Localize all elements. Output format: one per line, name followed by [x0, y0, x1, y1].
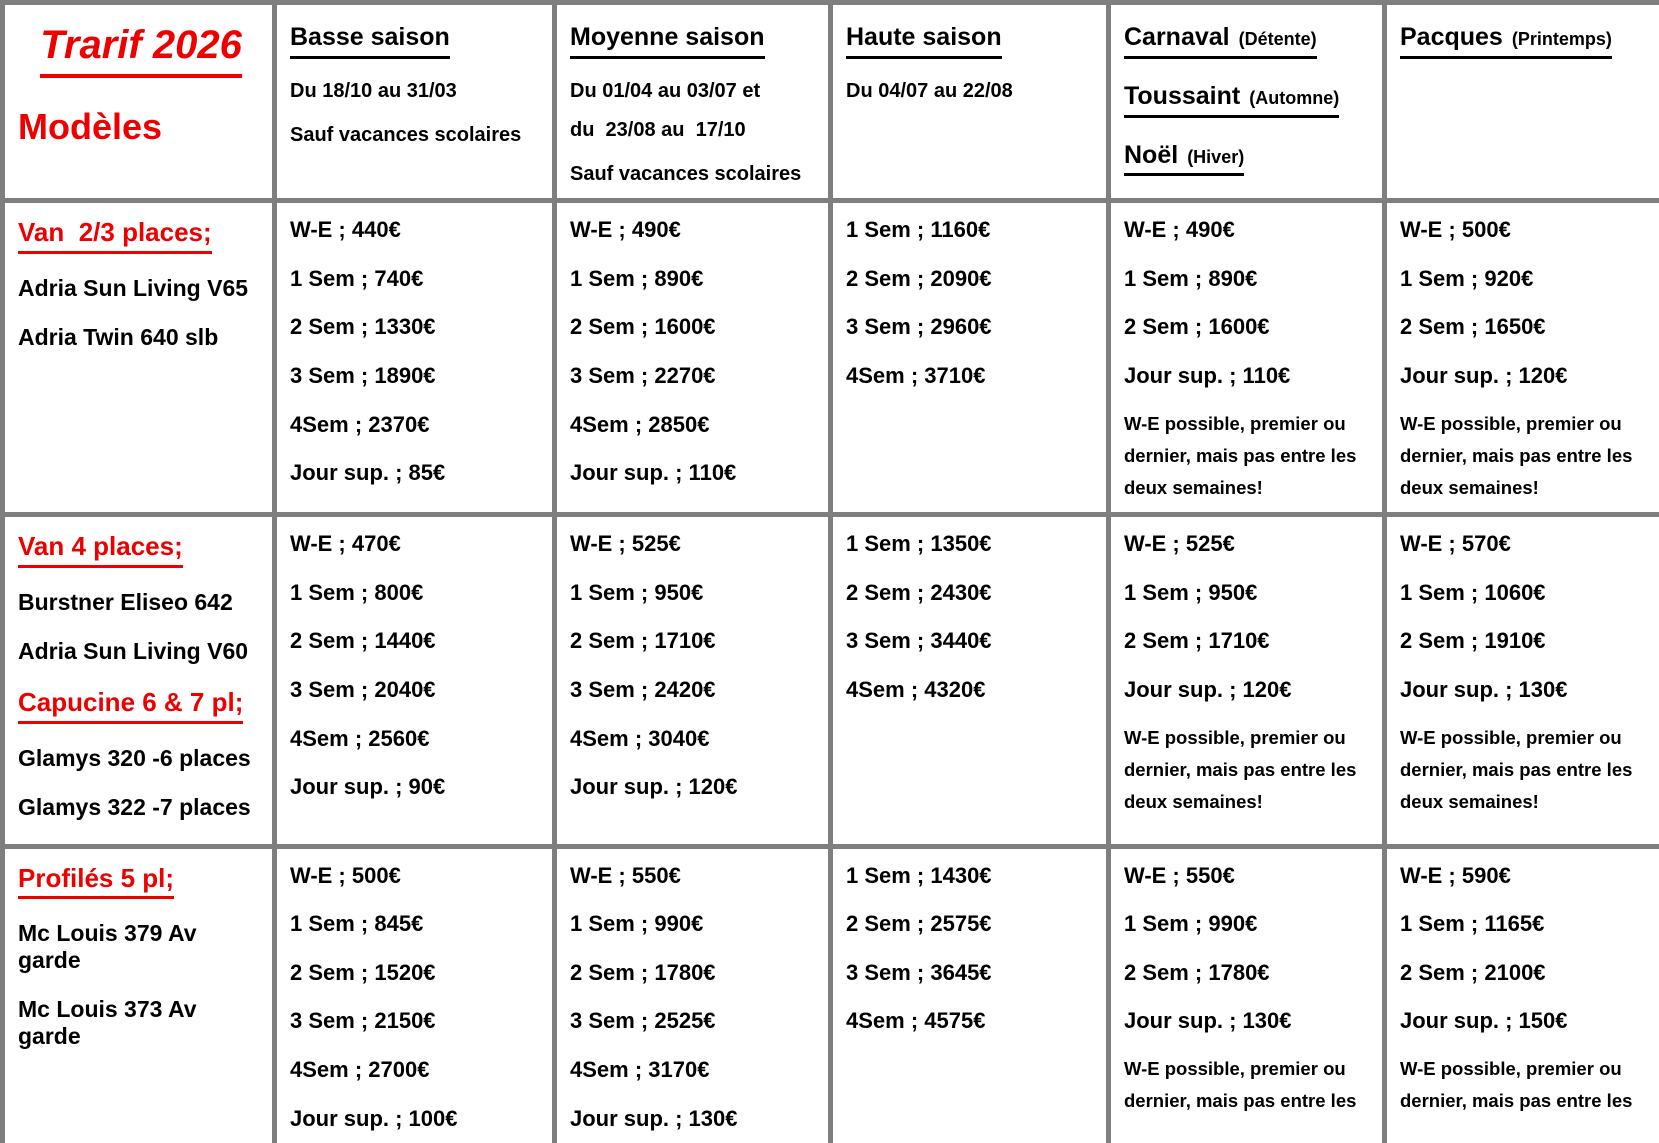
price-line: 3 Sem ; 1890€ — [290, 362, 436, 388]
col-header-carnaval-toussaint-noel — [1109, 3, 1385, 201]
price-line: W-E ; 590€ — [1400, 862, 1511, 888]
page-title: Trarif 2026 — [18, 23, 264, 78]
col-header-basse-saison — [275, 3, 555, 201]
price-line: 4Sem ; 2700€ — [290, 1057, 430, 1083]
price-line: 4Sem ; 2850€ — [570, 411, 710, 437]
price-line: 4Sem ; 3170€ — [570, 1057, 710, 1083]
price-line: 3 Sem ; 2040€ — [290, 676, 436, 702]
price-line: W-E ; 525€ — [570, 531, 681, 556]
header-cell-models — [3, 3, 275, 201]
price-line: 1 Sem ; 950€ — [570, 579, 704, 605]
cell-van4-moyenne — [555, 515, 831, 847]
price-line: W-E ; 500€ — [1400, 217, 1511, 242]
cell-van23-pacques — [1385, 201, 1659, 515]
price-line: 1 Sem ; 845€ — [290, 911, 424, 937]
cell-profiles-basse — [275, 846, 555, 1143]
season-title: Carnaval (Détente) — [1124, 23, 1374, 59]
price-line: Jour sup. ; 90€ — [290, 774, 446, 800]
price-line: W-E ; 470€ — [290, 531, 401, 556]
models-label: Modèles — [18, 106, 163, 147]
model-name: Glamys 322 -7 places — [18, 794, 251, 821]
price-line: Jour sup. ; 85€ — [290, 460, 446, 486]
price-line: 2 Sem ; 1520€ — [290, 959, 436, 985]
col-header-haute-saison — [831, 3, 1109, 201]
price-line: Jour sup. ; 120€ — [1400, 362, 1568, 388]
price-line: 4Sem ; 4320€ — [846, 676, 986, 702]
price-line: 1 Sem ; 1165€ — [1400, 911, 1545, 937]
model-name: Adria Sun Living V60 — [18, 638, 249, 665]
price-line: W-E ; 490€ — [1124, 217, 1235, 242]
weekend-note: W-E possible, premier ou dernier, mais pas entre les deux semaines! — [1124, 726, 1357, 813]
price-line: 2 Sem ; 1330€ — [290, 314, 436, 340]
model-name: Mc Louis 379 Av garde — [18, 920, 203, 973]
cell-van4-pacques — [1385, 515, 1659, 847]
price-line: W-E ; 550€ — [1124, 862, 1235, 888]
price-line: Jour sup. ; 130€ — [1400, 676, 1568, 702]
price-line: 2 Sem ; 1650€ — [1400, 314, 1546, 340]
price-line: 1 Sem ; 950€ — [1124, 579, 1258, 605]
price-line: 4Sem ; 3710€ — [846, 362, 986, 388]
season-dates: Sauf vacances scolaires — [570, 162, 802, 185]
price-line: 1 Sem ; 890€ — [1124, 265, 1258, 291]
price-line: 4Sem ; 3040€ — [570, 725, 710, 751]
season-title: Pacques (Printemps) — [1400, 23, 1651, 59]
season-dates: Du 18/10 au 31/03 — [290, 79, 457, 102]
price-line: 2 Sem ; 1910€ — [1400, 628, 1546, 654]
price-line: 3 Sem ; 2525€ — [570, 1008, 716, 1034]
price-line: Jour sup. ; 110€ — [1124, 362, 1291, 388]
cell-profiles-moyenne — [555, 846, 831, 1143]
category-label: Van 2/3 places; — [18, 218, 264, 254]
price-line: 2 Sem ; 1780€ — [570, 959, 716, 985]
model-name: Burstner Eliseo 642 — [18, 588, 233, 615]
weekend-note: W-E possible, premier ou dernier, mais pas entre les — [1400, 1058, 1633, 1112]
cell-van4-basse — [275, 515, 555, 847]
price-line: Jour sup. ; 100€ — [290, 1105, 458, 1131]
price-line: 1 Sem ; 1060€ — [1400, 579, 1546, 605]
price-line: 1 Sem ; 990€ — [1124, 911, 1258, 937]
cell-van23-basse — [275, 201, 555, 515]
models-cell-van23 — [3, 201, 275, 515]
model-name: Glamys 320 -6 places — [18, 744, 251, 771]
price-line: 1 Sem ; 740€ — [290, 265, 424, 291]
col-header-moyenne-saison — [555, 3, 831, 201]
price-line: 1 Sem ; 920€ — [1400, 265, 1534, 291]
price-line: Jour sup. ; 120€ — [1124, 676, 1292, 702]
price-line: 1 Sem ; 990€ — [570, 911, 704, 937]
season-title: Basse saison — [290, 23, 544, 59]
season-dates: Sauf vacances scolaires — [290, 123, 522, 146]
price-line: 2 Sem ; 1710€ — [1124, 628, 1270, 654]
price-line: 1 Sem ; 1160€ — [846, 217, 991, 242]
price-line: 2 Sem ; 1440€ — [290, 628, 436, 654]
cell-van23-moyenne — [555, 201, 831, 515]
price-line: W-E ; 440€ — [290, 217, 401, 242]
price-line: 2 Sem ; 2100€ — [1400, 959, 1546, 985]
table-row — [3, 201, 1659, 515]
price-line: W-E ; 500€ — [290, 862, 401, 888]
category-label: Capucine 6 & 7 pl; — [18, 688, 264, 724]
weekend-note: W-E possible, premier ou dernier, mais pas entre les deux semaines! — [1400, 726, 1633, 813]
models-cell-van4-capucine — [3, 515, 275, 847]
price-line: 2 Sem ; 1780€ — [1124, 959, 1270, 985]
season-dates: du 23/08 au 17/10 — [570, 118, 746, 141]
price-line: Jour sup. ; 150€ — [1400, 1008, 1568, 1034]
col-header-pacques — [1385, 3, 1659, 201]
weekend-note: W-E possible, premier ou dernier, mais pas entre les deux semaines! — [1400, 412, 1633, 499]
price-line: 2 Sem ; 2575€ — [846, 911, 992, 937]
price-line: W-E ; 525€ — [1124, 531, 1235, 556]
price-line: 1 Sem ; 890€ — [570, 265, 704, 291]
price-line: W-E ; 550€ — [570, 862, 681, 888]
table-row — [3, 846, 1659, 1143]
cell-profiles-haute — [831, 846, 1109, 1143]
weekend-note: W-E possible, premier ou dernier, mais pas entre les — [1124, 1058, 1357, 1112]
price-line: 3 Sem ; 2270€ — [570, 362, 716, 388]
cell-van23-haute — [831, 201, 1109, 515]
price-line: 3 Sem ; 3645€ — [846, 959, 992, 985]
price-line: 1 Sem ; 1430€ — [846, 862, 992, 888]
season-title: Noël (Hiver) — [1124, 141, 1374, 177]
price-line: 1 Sem ; 800€ — [290, 579, 424, 605]
model-name: Adria Sun Living V65 — [18, 274, 249, 301]
season-dates: Du 01/04 au 03/07 et — [570, 79, 761, 102]
cell-van23-carnaval — [1109, 201, 1385, 515]
cell-van4-carnaval — [1109, 515, 1385, 847]
cell-van4-haute — [831, 515, 1109, 847]
price-line: W-E ; 490€ — [570, 217, 681, 242]
category-label: Van 4 places; — [18, 532, 264, 568]
season-title: Toussaint (Automne) — [1124, 82, 1374, 118]
header-row — [3, 3, 1659, 201]
season-dates: Du 04/07 au 22/08 — [846, 79, 1013, 102]
price-line: 2 Sem ; 1600€ — [1124, 314, 1270, 340]
price-line: Jour sup. ; 110€ — [570, 460, 737, 486]
price-line: 2 Sem ; 2090€ — [846, 265, 992, 291]
weekend-note: W-E possible, premier ou dernier, mais pas entre les deux semaines! — [1124, 412, 1357, 499]
price-line: Jour sup. ; 130€ — [570, 1105, 738, 1131]
price-line: Jour sup. ; 130€ — [1124, 1008, 1292, 1034]
model-name: Mc Louis 373 Av garde — [18, 996, 203, 1049]
models-cell-profiles — [3, 846, 275, 1143]
price-line: 1 Sem ; 1350€ — [846, 531, 992, 556]
price-line: 2 Sem ; 1710€ — [570, 628, 716, 654]
cell-profiles-pacques — [1385, 846, 1659, 1143]
price-line: 3 Sem ; 3440€ — [846, 628, 992, 654]
price-line: 2 Sem ; 2430€ — [846, 579, 992, 605]
price-line: 4Sem ; 2560€ — [290, 725, 430, 751]
price-line: W-E ; 570€ — [1400, 531, 1511, 556]
cell-profiles-carnaval — [1109, 846, 1385, 1143]
price-line: 2 Sem ; 1600€ — [570, 314, 716, 340]
price-line: 3 Sem ; 2420€ — [570, 676, 716, 702]
price-line: Jour sup. ; 120€ — [570, 774, 738, 800]
season-title: Moyenne saison — [570, 23, 820, 59]
table-row — [3, 515, 1659, 847]
price-line: 3 Sem ; 2150€ — [290, 1008, 436, 1034]
price-line: 3 Sem ; 2960€ — [846, 314, 992, 340]
price-line: 4Sem ; 4575€ — [846, 1008, 986, 1034]
season-title: Haute saison — [846, 23, 1098, 59]
model-name: Adria Twin 640 slb — [18, 324, 219, 351]
price-line: 4Sem ; 2370€ — [290, 411, 430, 437]
category-label: Profilés 5 pl; — [18, 864, 264, 900]
